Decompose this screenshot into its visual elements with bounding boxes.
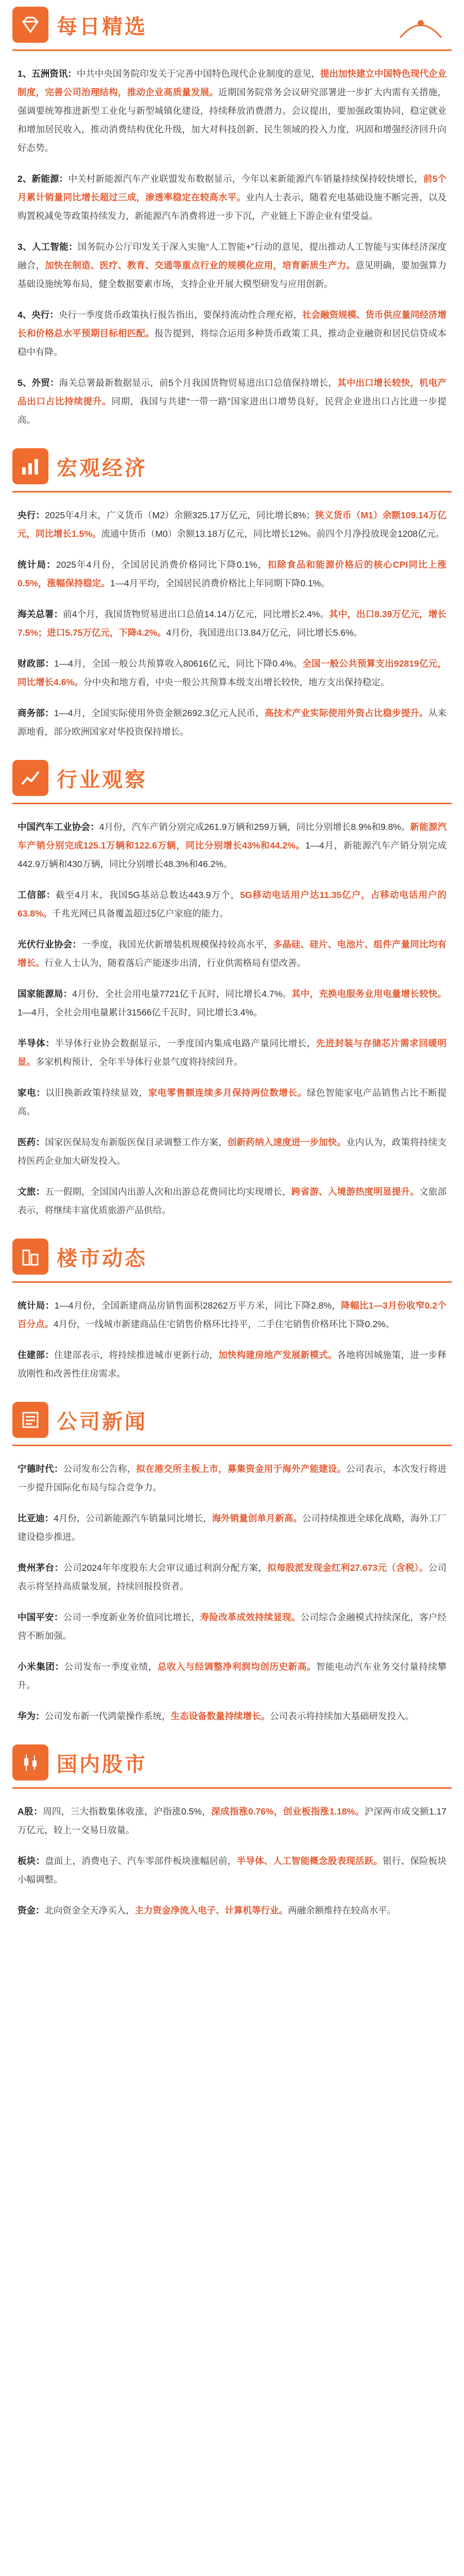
news-item: 住建部：住建部表示，将持续推进城市更新行动，加快构建房地产发展新模式。各地将因城施策，进一步释放刚性和改善性住房需求。 [18,1350,447,1379]
candlestick-icon [12,1744,48,1781]
news-item: 中国汽车工业协会：4月份，汽车产销分别完成261.9万辆和259万辆，同比分别增长8.9%和9.8%。新能源汽车产销分别完成125.1万辆和122.6万辆，同比分别增长43%和44.2%。1—4月，新能源汽车产销分别完成442.9万辆和430万辆，同比分别增长48.3%和46.2%。 [18,822,447,869]
chart-icon [12,760,48,796]
news-item: 央行：2025年4月末，广义货币（M2）余额325.17万亿元，同比增长8%；狭义货币（M1）余额109.14万亿元，同比增长1.5%。流通中货币（M0）余额13.18万亿元，同比增长12%。前四个月净投放现金1208亿元。 [18,510,447,539]
news-item: 3、人工智能：国务院办公厅印发关于深入实施“人工智能+”行动的意见，提出推动人工智能与实体经济深度融合，加快在制造、医疗、教育、交通等重点行业的规模化应用，培育新质生产力。意见明确，要加强算力基础设施统筹布局，健全数据要素市场，支持企业开展大模型研发与应用创新。 [18,242,447,289]
section-title-macro: 宏观经济 [57,456,147,480]
news-item: A股：周四，三大指数集体收涨，沪指涨0.5%，深成指涨0.76%，创业板指涨1.18%。沪深两市成交额1.17万亿元，较上一交易日放量。 [18,1806,447,1835]
section-title-industry: 行业观察 [57,768,147,791]
company-list [0,1460,464,1725]
news-item: 贵州茅台：公司2024年年度股东大会审议通过利润分配方案，拟每股派发现金红利27.673元（含税）。公司表示将坚持高质量发展，持续回报投资者。 [18,1563,447,1591]
stock-list [0,1802,464,1920]
section-title-daily: 每日精选 [57,15,147,38]
news-item: 商务部：1—4月，全国实际使用外资金额2692.3亿元人民币，高技术产业实际使用外资占比稳步提升。从来源地看，部分欧洲国家对华投资保持增长。 [18,708,447,737]
news-item: 光伏行业协会：一季度，我国光伏新增装机规模保持较高水平，多晶硅、硅片、电池片、组件产量同比均有增长。行业人士认为，随着落后产能逐步出清，行业供需格局有望改善。 [18,939,447,968]
section-title-stock: 国内股市 [57,1753,147,1776]
diamond-icon [12,7,48,43]
industry-list [0,818,464,1219]
daily-list [0,64,464,429]
news-item: 宁德时代：公司发布公告称，拟在港交所主板上市，募集资金用于海外产能建设。公司表示，本次发行将进一步提升国际化布局与综合竞争力。 [18,1464,447,1493]
news-item: 国家能源局：4月份，全社会用电量7721亿千瓦时，同比增长4.7%。其中，充换电服务业用电量增长较快。1—4月，全社会用电量累计31566亿千瓦时，同比增长3.4%。 [18,989,447,1018]
news-item: 2、新能源：中关村新能源汽车产业联盟发布数据显示，今年以来新能源汽车销量持续保持较快增长，前5个月累计销量同比增长超过三成，渗透率稳定在较高水平。业内人士表示，随着充电基础设施不断完善，以及购置税减免等政策持续发力，新能源汽车消费将进一步下沉，产业链上下游企业有望受益。 [18,174,447,221]
section-header-industry [12,753,452,804]
news-item: 华为：公司发布新一代鸿蒙操作系统，生态设备数量持续增长。公司表示将持续加大基础研发投入。 [18,1711,414,1721]
news-item: 4、央行：央行一季度货币政策执行报告指出，要保持流动性合理充裕，社会融资规模、货币供应量同经济增长和价格总水平预期目标相匹配。报告提到，将综合运用多种货币政策工具，推动企业融资和居民信贷成本稳中有降。 [18,310,447,357]
section-header-stock [12,1738,452,1789]
section-title-company: 公司新闻 [57,1410,147,1433]
header-deco-icon [390,13,452,44]
property-list [0,1296,464,1383]
news-item: 财政部：1—4月，全国一般公共预算收入80616亿元，同比下降0.4%。全国一般公共预算支出92819亿元，同比增长4.6%。分中央和地方看，中央一般公共预算本级支出增长较快，地方支出保持稳定。 [18,658,447,687]
building-icon [12,1239,48,1275]
news-item: 统计局：2025年4月份，全国居民消费价格同比下降0.1%，扣除食品和能源价格后的核心CPI同比上涨0.5%，涨幅保持稳定。1—4月平均，全国居民消费价格比上年同期下降0.1%。 [18,560,446,588]
news-item: 5、外贸：海关总署最新数据显示，前5个月我国货物贸易进出口总值保持增长，其中出口增长较快，机电产品出口占比持续提升。同期，我国与共建“一带一路”国家进出口增势良好，民营企业进出口占比进一步提高。 [18,378,447,425]
chart-icon [12,448,48,484]
news-item: 医药：国家医保局发布新版医保目录调整工作方案，创新药纳入速度进一步加快。业内认为，政策将持续支持医药企业加大研发投入。 [18,1137,447,1166]
news-item: 统计局：1—4月份，全国新建商品房销售面积28262万平方米，同比下降2.8%，降幅比1—3月份收窄0.2个百分点。4月份，一线城市新建商品住宅销售价格环比持平，二手住宅销售价格环比下降0.2%。 [18,1300,447,1329]
news-item: 半导体：半导体行业协会数据显示，一季度国内集成电路产量同比增长，先进封装与存储芯片需求回暖明显。多家机构预计，全年半导体行业景气度将持续回升。 [18,1038,447,1067]
news-item: 比亚迪：4月份，公司新能源汽车销量同比增长，海外销量创单月新高。公司持续推进全球化战略，海外工厂建设稳步推进。 [18,1513,447,1542]
news-item: 中国平安：公司一季度新业务价值同比增长，寿险改革成效持续显现。公司综合金融模式持续深化，客户经营不断加强。 [18,1612,447,1641]
section-header-property [12,1232,452,1283]
news-item: 板块：盘面上，消费电子、汽车零部件板块涨幅居前，半导体、人工智能概念股表现活跃。银行、保险板块小幅调整。 [18,1856,447,1885]
section-header-daily [12,0,452,51]
news-item: 资金：北向资金全天净买入，主力资金净流入电子、计算机等行业。两融余额维持在较高水平。 [18,1905,396,1916]
news-icon [12,1402,48,1438]
news-item: 家电：以旧换新政策持续显效，家电零售额连续多月保持两位数增长。绿色智能家电产品销售占比不断提高。 [18,1088,447,1116]
news-item: 海关总署：前4个月，我国货物贸易进出口总值14.14万亿元，同比增长2.4%。其中，出口8.39万亿元，增长7.5%；进口5.75万亿元，下降4.2%。4月份，我国进出口3.84万亿元，同比增长5.6%。 [18,609,447,638]
news-item: 工信部：截至4月末，我国5G基站总数达443.9万个，5G移动电话用户达11.35亿户，占移动电话用户的63.8%。千兆光网已具备覆盖超过5亿户家庭的能力。 [18,890,447,919]
news-item: 文旅：五一假期，全国国内出游人次和出游总花费同比均实现增长，跨省游、入境游热度明显提升。文旅部表示，将继续丰富优质旅游产品供给。 [18,1187,447,1215]
news-item: 1、五洲资讯：中共中央国务院印发关于完善中国特色现代企业制度的意见，提出加快建立中国特色现代企业制度，完善公司治理结构，推动企业高质量发展。近期国务院常务会议研究部署进一步扩大内需有关措施，强调要统筹推进新型工业化与新型城镇化建设，持续释放消费潜力。会议提出，要加强政策协同，稳定就业和增加居民收入，推动消费结构优化升级，加大对科技创新、民生领域的投入力度，巩固和增强经济回升向好态势。 [18,69,447,153]
section-header-company [12,1395,452,1446]
news-item: 小米集团：公司发布一季度业绩，总收入与经调整净利润均创历史新高。智能电动汽车业务交付量持续攀升。 [18,1662,447,1690]
macro-list [0,506,464,741]
section-header-macro [12,442,452,493]
section-title-property: 楼市动态 [57,1247,147,1270]
